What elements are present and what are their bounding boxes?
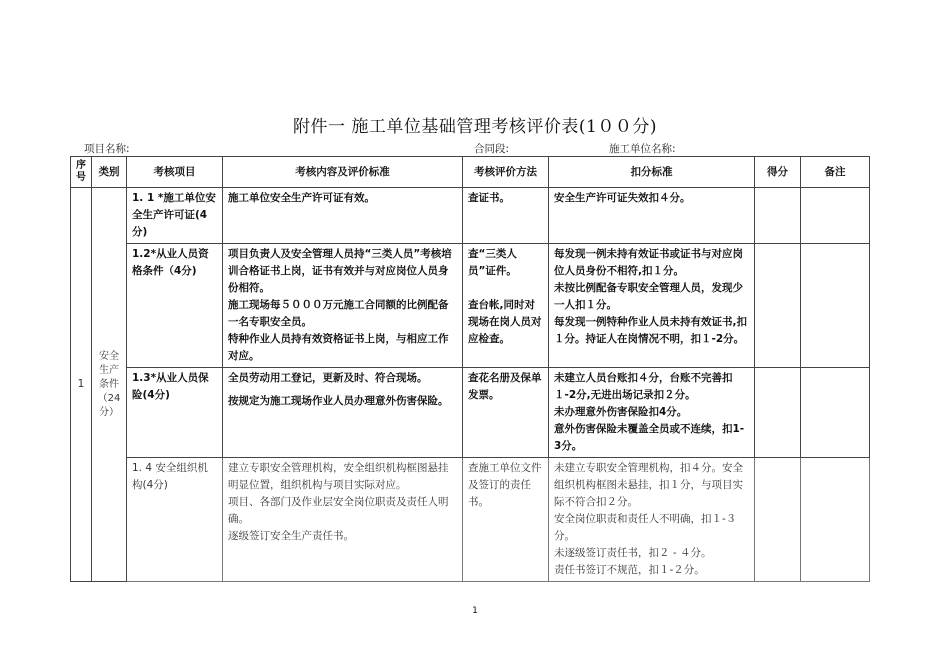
deduction-line: 安全岗位职责和责任人不明确，扣１-３分。 (554, 513, 737, 542)
deduction-cell (549, 368, 755, 458)
header-category: 类别 (92, 157, 127, 188)
header-seq: 序号 (71, 157, 92, 188)
table-header-row (71, 157, 870, 188)
table-row (71, 188, 870, 244)
content-line: 全员劳动用工登记，更新及时、符合现场。 (228, 372, 428, 384)
content-line: 逐级签订安全生产责任书。 (228, 530, 354, 542)
page-number: 1 (472, 606, 478, 616)
unit-name-label: 施工单位名称: (609, 143, 676, 155)
content-line: 施工单位安全生产许可证有效。 (228, 192, 375, 204)
deduction-cell (549, 188, 755, 244)
content-line: 建立专职安全管理机构，安全组织机构框图悬挂明显位置，组织机构与项目实际对应。 (228, 462, 449, 491)
method-cell: 查证书。 (463, 188, 549, 244)
header-score: 得分 (755, 157, 801, 188)
content-line: 按规定为施工现场作业人员办理意外伤害保险。 (228, 395, 449, 407)
content-cell (223, 244, 463, 368)
score-cell[interactable] (755, 368, 801, 458)
deduction-line: 未按比例配备专职安全管理人员，发现少一人扣１分。 (554, 282, 743, 311)
content-line: 项目负责人及安全管理人员持“三类人员”考核培训合格证书上岗，证书有效并与对应岗位人员身份相符。 (228, 248, 452, 294)
content-line: 特种作业人员持有效资格证书上岗，与相应工作对应。 (228, 333, 449, 362)
header-item: 考核项目 (127, 157, 223, 188)
header-method: 考核评价方法 (463, 157, 549, 188)
remark-cell[interactable] (801, 244, 870, 368)
content-cell (223, 458, 463, 582)
deduction-line: 责任书签订不规范，扣１-２分。 (554, 564, 705, 576)
content-cell (223, 188, 463, 244)
deduction-line: 未办理意外伤害保险扣4分。 (554, 406, 688, 418)
deduction-line: 每发现一例未持有效证书或证书与对应岗位人员身份不相符,扣１分。 (554, 248, 743, 277)
deduction-line: 安全生产许可证失效扣４分。 (554, 192, 691, 204)
item-cell: 1. 1 *施工单位安全生产许可证(4分) (127, 188, 223, 244)
seq-cell: 1 (71, 188, 92, 582)
deduction-cell (549, 458, 755, 582)
evaluation-table (70, 156, 870, 582)
method-cell: 查花名册及保单发票。 (463, 368, 549, 458)
header-content: 考核内容及评价标准 (223, 157, 463, 188)
remark-cell[interactable] (801, 458, 870, 582)
content-line: 施工现场每５０００万元施工合同额的比例配备一名专职安全员。 (228, 299, 449, 328)
header-remark: 备注 (801, 157, 870, 188)
remark-cell[interactable] (801, 368, 870, 458)
table-row (71, 458, 870, 582)
remark-cell[interactable] (801, 188, 870, 244)
content-cell (223, 368, 463, 458)
content-line: 项目、各部门及作业层安全岗位职责及责任人明确。 (228, 496, 449, 525)
deduction-cell (549, 244, 755, 368)
item-cell: 1.3*从业人员保险(4分) (127, 368, 223, 458)
score-cell[interactable] (755, 458, 801, 582)
deduction-line: 每发现一例特种作业人员未持有效证书,扣１分。持证人在岗情况不明，扣１-2分。 (554, 316, 747, 345)
score-cell[interactable] (755, 188, 801, 244)
item-cell: 1.2*从业人员资格条件（4分) (127, 244, 223, 368)
category-cell: 安全生产条件（24分） (92, 188, 127, 582)
deduction-line: 未建立人员台账扣４分，台账不完善扣１-2分,无进出场记录扣２分。 (554, 372, 733, 401)
deduction-line: 未建立专职安全管理机构，扣４分。安全组织机构框图未悬挂，扣１分，与项目实际不符合扣２分。 (554, 462, 743, 508)
score-cell[interactable] (755, 244, 801, 368)
method-cell: 查施工单位文件及签订的责任书。 (463, 458, 549, 582)
table-row (71, 368, 870, 458)
project-name-label: 项目名称: (84, 143, 130, 155)
item-cell: 1. 4 安全组织机构(4分) (127, 458, 223, 582)
table-row (71, 244, 870, 368)
method-cell: 查“三类人员”证件。 查台帐,同时对现场在岗人员对应检查。 (463, 244, 549, 368)
deduction-line: 意外伤害保险未覆盖全员或不连续，扣1-3分。 (554, 423, 745, 452)
document-title: 附件一 施工单位基础管理考核评价表(1００分) (293, 117, 657, 137)
deduction-line: 未逐级签订责任书，扣２ - ４分。 (554, 547, 712, 559)
header-deduction: 扣分标准 (549, 157, 755, 188)
contract-section-label: 合同段: (474, 143, 510, 155)
